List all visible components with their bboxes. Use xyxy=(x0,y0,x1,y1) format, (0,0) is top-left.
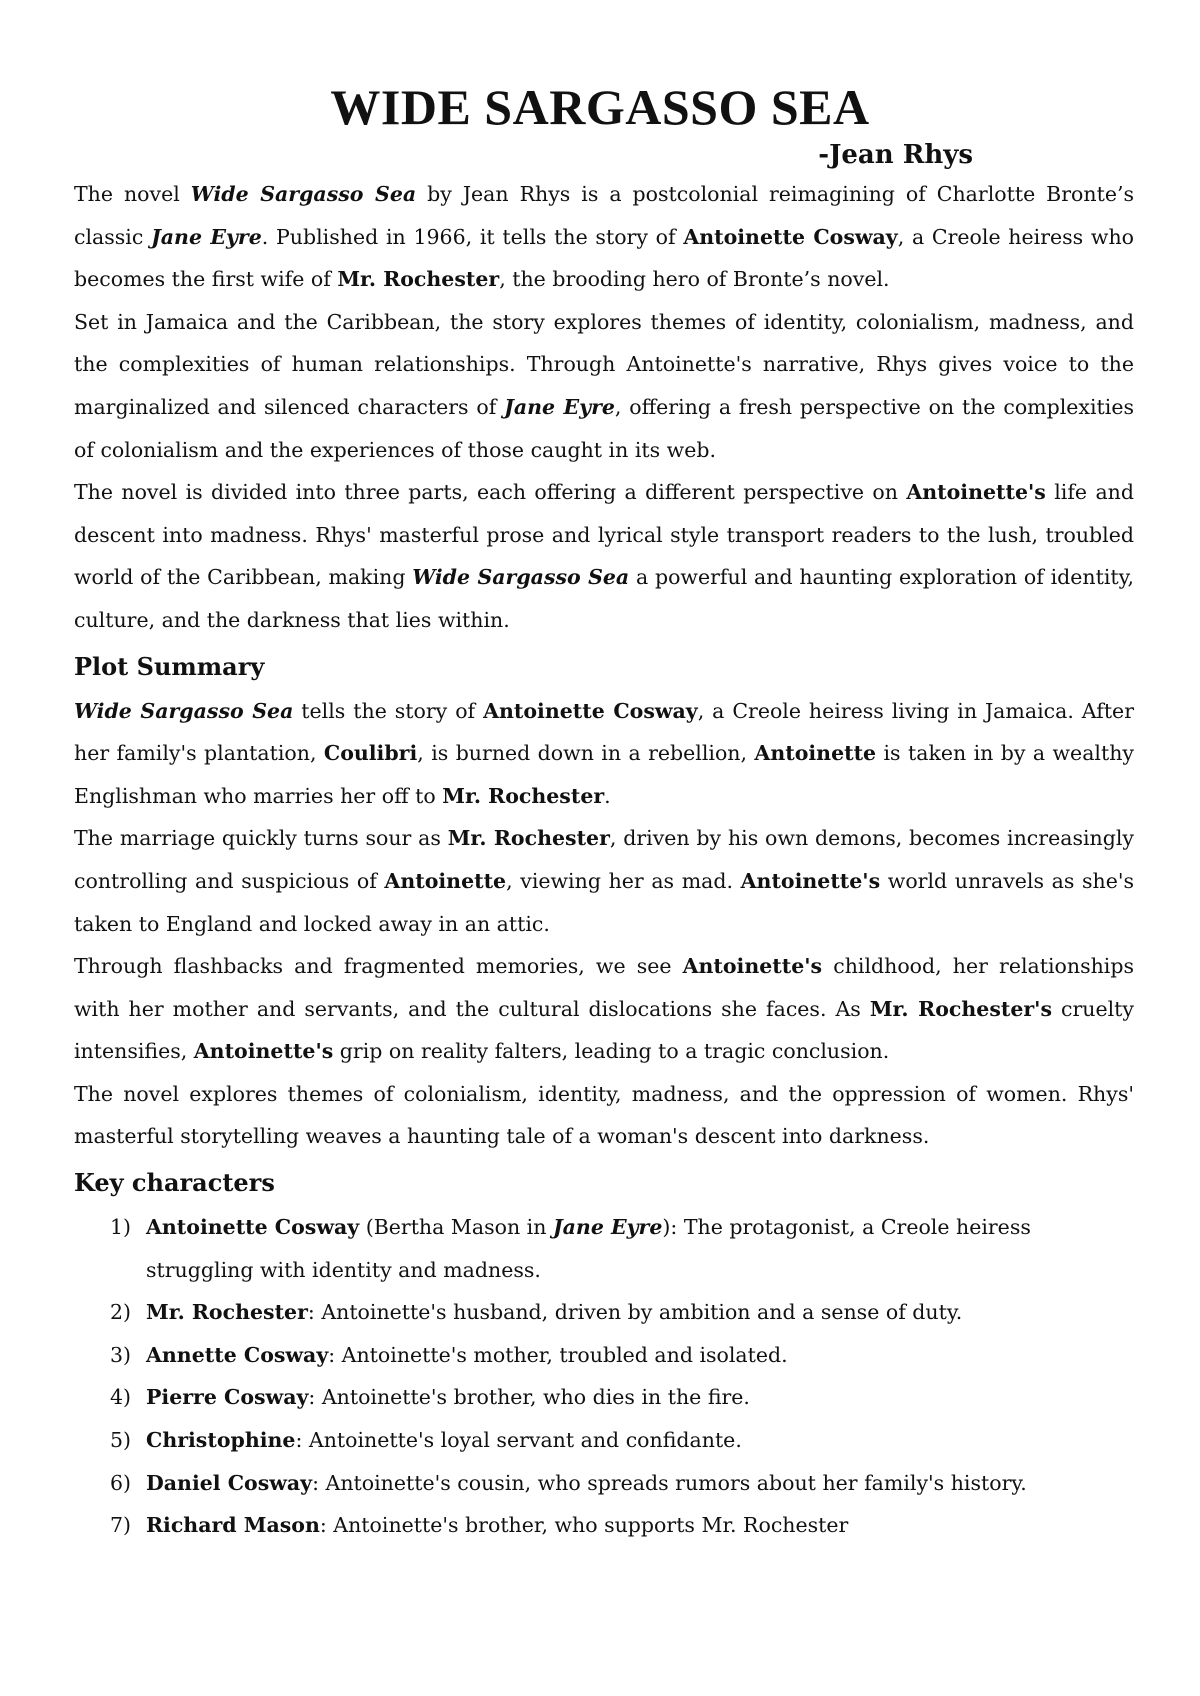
document-body xyxy=(74,173,1134,1547)
list-item xyxy=(74,1334,1134,1377)
character-name: Antoinette Cosway xyxy=(683,224,898,249)
character-description: : Antoinette's husband, driven by ambition and a sense of duty. xyxy=(307,1300,963,1325)
list-item xyxy=(74,1419,1134,1462)
book-title: Wide Sargasso Sea xyxy=(412,565,630,590)
text: The novel is divided into three parts, each offering a different perspective on xyxy=(74,480,907,505)
list-number: 6) xyxy=(110,1470,132,1495)
character-name: Antoinette's xyxy=(906,480,1046,505)
text: cruelty intensifies, xyxy=(74,996,1134,1064)
character-name: Mr. Rochester xyxy=(146,1300,308,1325)
character-name: Richard Mason xyxy=(146,1513,320,1538)
character-name: Antoinette xyxy=(384,868,507,893)
list-item xyxy=(74,1291,1134,1334)
list-number: 1) xyxy=(110,1215,132,1240)
book-title: Wide Sargasso Sea xyxy=(74,698,294,723)
character-name: Antoinette's xyxy=(740,868,881,893)
text: grip on reality falters, leading to a tragic conclusion. xyxy=(333,1039,890,1064)
text: , a Creole heiress who becomes the first wife of xyxy=(74,224,1134,292)
book-title: Jane Eyre xyxy=(504,394,615,419)
list-number: 2) xyxy=(110,1300,132,1325)
list-item xyxy=(74,1206,1134,1291)
text: tells the story of xyxy=(293,698,484,723)
text: Set in Jamaica and the Caribbean, the story explores themes of identity, colonialism, madness, and the complexities of human relationships. Through Antoinette's narrative, Rhys gives voice to the marginalized and silenced characters of xyxy=(74,309,1134,419)
text: , the brooding hero of Bronte’s novel. xyxy=(499,267,890,292)
book-title: Jane Eyre xyxy=(552,1215,663,1240)
text: The novel xyxy=(74,182,191,206)
character-name: Mr. Rochester's xyxy=(869,996,1052,1021)
text: , a Creole heiress living in Jamaica. After her family's plantation, xyxy=(74,698,1134,766)
text: life and descent into madness. Rhys' masterful prose and lyrical style transport readers to the lush, troubled world of the Caribbean, making xyxy=(74,480,1134,590)
plot-summary-heading: Plot Summary xyxy=(74,651,265,681)
character-description: : Antoinette's brother, who supports Mr. Rochester xyxy=(319,1513,849,1538)
list-number: 3) xyxy=(110,1342,132,1367)
text: Through flashbacks and fragmented memories, we see xyxy=(74,954,683,979)
character-name: Daniel Cosway xyxy=(146,1470,313,1495)
text: by Jean Rhys is a postcolonial reimagining of Charlotte Bronte’s classic xyxy=(74,182,1134,249)
text: , offering a fresh perspective on the complexities of colonialism and the experiences of those caught in its web. xyxy=(74,394,1134,462)
character-name: Antoinette Cosway xyxy=(146,1215,360,1240)
character-description: : Antoinette's cousin, who spreads rumors about her family's history. xyxy=(312,1470,1027,1495)
character-name: Antoinette xyxy=(754,741,877,766)
text: The novel explores themes of colonialism, identity, madness, and the oppression of women. Rhys' masterful storytelling weaves a haunting tale of a woman's descent into darkness. xyxy=(74,1081,1134,1149)
text: The marriage quickly turns sour as xyxy=(74,826,448,851)
text: childhood, her relationships with her mother and servants, and the cultural dislocations she faces. As xyxy=(74,954,1134,1021)
intro-paragraph-2 xyxy=(74,301,1134,471)
place-name: Coulibri xyxy=(323,741,418,766)
book-title: Wide Sargasso Sea xyxy=(190,182,417,206)
key-characters-heading: Key characters xyxy=(74,1168,275,1198)
character-name: Christophine xyxy=(146,1428,296,1453)
character-list xyxy=(74,1206,1134,1547)
list-number: 4) xyxy=(110,1385,132,1410)
list-item xyxy=(74,1376,1134,1419)
character-name: Antoinette's xyxy=(193,1039,334,1064)
plot-paragraph-2 xyxy=(74,817,1134,945)
character-name: Antoinette Cosway xyxy=(483,698,698,723)
list-item xyxy=(74,1462,1134,1505)
text: (Bertha Mason in xyxy=(359,1215,553,1240)
text: is taken in by a wealthy Englishman who marries her off to xyxy=(74,741,1134,808)
list-number: 5) xyxy=(110,1428,132,1453)
plot-paragraph-1 xyxy=(74,690,1134,818)
character-name: Annette Cosway xyxy=(146,1342,329,1367)
plot-paragraph-3 xyxy=(74,945,1134,1073)
text: , viewing her as mad. xyxy=(506,868,741,893)
character-description: : Antoinette's brother, who dies in the fire. xyxy=(308,1385,750,1410)
text: . xyxy=(604,783,611,808)
book-title: Jane Eyre xyxy=(151,224,262,249)
document-title: WIDE SARGASSO SEA xyxy=(330,79,870,135)
text: , is burned down in a rebellion, xyxy=(417,741,755,766)
character-description: : Antoinette's loyal servant and confidante. xyxy=(295,1428,742,1453)
text: . Published in 1966, it tells the story of xyxy=(261,224,684,249)
text: a powerful and haunting exploration of identity, culture, and the darkness that lies within. xyxy=(74,565,1134,632)
character-name: Mr. Rochester xyxy=(442,783,605,808)
text: world unravels as she's taken to England and locked away in an attic. xyxy=(74,868,1134,936)
character-description: ): The protagonist, a Creole heiress struggling with identity and madness. xyxy=(146,1215,1031,1282)
character-name: Antoinette's xyxy=(682,954,823,979)
list-number: 7) xyxy=(110,1513,132,1538)
character-name: Pierre Cosway xyxy=(146,1385,309,1410)
text: , driven by his own demons, becomes increasingly controlling and suspicious of xyxy=(74,826,1134,893)
character-name: Mr. Rochester xyxy=(447,826,610,851)
character-name: Mr. Rochester xyxy=(337,267,500,292)
plot-paragraph-4 xyxy=(74,1073,1134,1158)
author-line: -Jean Rhys xyxy=(818,140,973,170)
intro-paragraph-3 xyxy=(74,471,1134,641)
character-description: : Antoinette's mother, troubled and isolated. xyxy=(328,1342,788,1367)
intro-paragraph-1 xyxy=(74,173,1134,301)
list-item xyxy=(74,1504,1134,1547)
